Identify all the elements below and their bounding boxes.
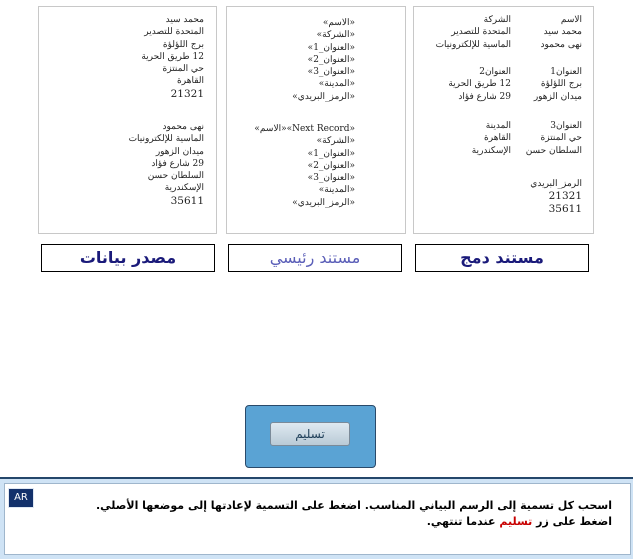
main-document-fields-1 xyxy=(292,17,355,103)
merge-field: «العنوان_1» xyxy=(307,148,355,159)
submit-button[interactable]: تسليم xyxy=(270,422,350,446)
cell: الإسكندرية xyxy=(471,145,511,156)
merge-field: «العنوان_2» xyxy=(307,54,355,65)
record1-address3: حي المنتزة xyxy=(162,64,204,75)
instruction-text xyxy=(40,498,612,530)
column-header: العنوان2 xyxy=(479,67,511,77)
record2-address2: 29 شارع فؤاد xyxy=(151,158,204,169)
cell: برج اللؤلؤة xyxy=(540,79,582,90)
next-record-field: «Next Record»«الاسم» xyxy=(254,124,355,134)
cell: القاهرة xyxy=(484,133,511,144)
merge-col-company xyxy=(436,14,511,51)
merge-col-address2 xyxy=(448,66,511,103)
label-data-source[interactable]: مصدر بيانات xyxy=(41,244,215,272)
cell: السلطان حسن xyxy=(525,145,582,156)
merge-field: «العنوان_3» xyxy=(307,173,355,184)
merge-field: «المدينة» xyxy=(318,79,355,90)
data-source-record-2 xyxy=(129,121,204,207)
record2-company: الماسية للإلكترونيات xyxy=(128,134,204,145)
column-header: الاسم xyxy=(560,15,582,25)
record1-name: محمد سيد xyxy=(165,15,204,25)
main-document-panel xyxy=(226,6,406,234)
merge-field: «الرمز_البريدي» xyxy=(292,91,355,102)
merge-col-zip xyxy=(530,178,582,215)
column-header: المدينة xyxy=(485,121,511,131)
record1-company: المتحدة للتصدير xyxy=(144,27,204,38)
record2-address1: ميدان الزهور xyxy=(155,146,204,157)
label-merge-document[interactable]: مستند دمج xyxy=(415,244,589,272)
record1-city: القاهرة xyxy=(177,76,204,87)
column-header: الشركة xyxy=(483,15,511,25)
instruction-line-2-end: عندما تنتهي. xyxy=(426,515,500,528)
data-source-record-1 xyxy=(141,14,204,100)
main-document-fields-2 xyxy=(254,123,355,209)
merge-col-city xyxy=(472,120,511,157)
merge-field: «الاسم» xyxy=(322,18,355,28)
language-badge[interactable]: AR xyxy=(8,488,34,508)
merge-col-address1 xyxy=(534,66,582,103)
merge-col-address3 xyxy=(526,120,582,157)
cell: ميدان الزهور xyxy=(533,91,582,102)
merge-field: «الشركة» xyxy=(316,30,355,41)
record1-zip: 21321 xyxy=(170,87,204,100)
instruction-line-2 xyxy=(40,514,612,530)
merge-field: «العنوان_3» xyxy=(307,67,355,78)
cell: محمد سيد xyxy=(543,27,582,38)
record2-address3: السلطان حسن xyxy=(147,171,204,182)
label-main-document[interactable]: مستند رئيسي xyxy=(228,244,402,272)
cell: حي المنتزة xyxy=(540,133,582,144)
merge-field: «الشركة» xyxy=(316,136,355,147)
cell: الماسية للإلكترونيات xyxy=(435,39,511,50)
cell: 12 طريق الحرية xyxy=(448,79,511,90)
cell: نهى محمود xyxy=(540,39,582,50)
cell: 29 شارع فؤاد xyxy=(458,91,511,102)
merge-document-panel xyxy=(413,6,594,234)
cell: المتحدة للتصدير xyxy=(451,27,511,38)
column-header: العنوان1 xyxy=(550,67,582,77)
instruction-line-1: اسحب كل تسمية إلى الرسم البياني المناسب. اضغط على التسمية لإعادتها إلى موضعها الأصلي. xyxy=(95,499,612,512)
record2-city: الإسكندرية xyxy=(164,183,204,194)
merge-field: «العنوان_2» xyxy=(307,160,355,171)
data-source-panel xyxy=(38,6,217,234)
column-header: الرمز_البريدي xyxy=(530,179,582,189)
record2-name: نهى محمود xyxy=(162,122,204,132)
record1-address2: 12 طريق الحرية xyxy=(141,51,204,62)
merge-field: «المدينة» xyxy=(318,185,355,196)
record2-zip: 35611 xyxy=(170,194,204,207)
merge-field: «الرمز_البريدي» xyxy=(292,197,355,208)
cell: 21321 xyxy=(548,190,582,203)
record1-address1: برج اللؤلؤة xyxy=(162,39,204,50)
instruction-line-2-start: اضغط على زر xyxy=(532,515,612,528)
merge-field: «العنوان_1» xyxy=(307,42,355,53)
cell: 35611 xyxy=(548,202,582,215)
column-header: العنوان3 xyxy=(550,121,582,131)
instruction-submit-highlight: تسليم xyxy=(499,515,533,528)
merge-col-name xyxy=(540,14,582,51)
